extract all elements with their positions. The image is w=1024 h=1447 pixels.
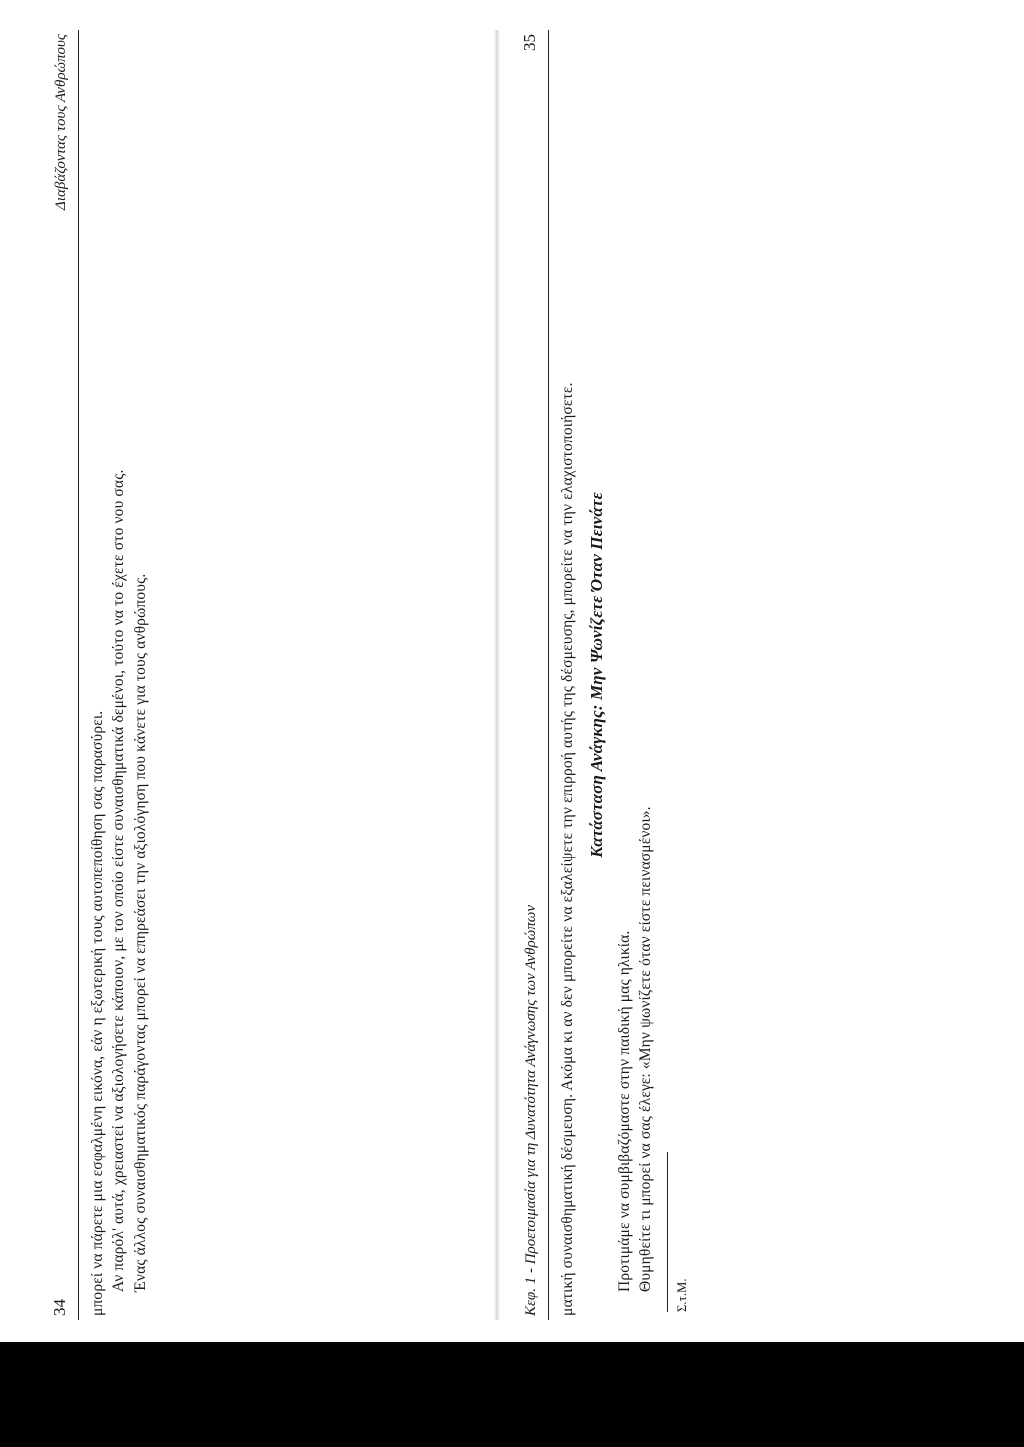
right-page-header xyxy=(520,30,549,1320)
left-page xyxy=(50,30,430,1320)
right-page xyxy=(520,30,900,1320)
footnote-divider xyxy=(667,1152,668,1312)
right-running-head: Κεφ. 1 - Προετοιμασία για τη Δυνατότητα Ανάγνωσης των Ανθρώπων xyxy=(523,905,539,1316)
scanner-border xyxy=(0,1342,1024,1447)
right-page-body xyxy=(549,30,690,1320)
right-page-number: 35 xyxy=(520,34,539,51)
left-page-body xyxy=(79,30,151,1320)
book-gutter xyxy=(494,30,500,1320)
left-paragraph: Αν παρόλ' αυτά, χρειαστεί να αξιολογήσετε κάποιον, με τον οποίο είστε συναισθηματικά δεμένοι, τούτο να το έχετε στο νου σας. xyxy=(110,469,128,1292)
left-paragraph: Ένας άλλος συναισθηματικός παράγοντας μπορεί να επηρεάσει την αξιολόγηση που κάνετε για τους ανθρώπους. xyxy=(131,573,149,1292)
left-paragraph: μπορεί να πάρετε μια εσφαλμένη εικόνα, εάν η εξωτερική τους αυτοπεποίθηση σας παρασύρει. xyxy=(89,710,106,1316)
left-running-head: Διαβάζοντας τους Ανθρώπους xyxy=(53,34,69,210)
left-page-number: 34 xyxy=(50,1299,69,1316)
right-paragraph: Προτιμάμε να συμβιβαζόμαστε στην παιδική μας ηλικία. xyxy=(615,930,633,1292)
left-page-header xyxy=(50,30,79,1320)
section-title: Κατάσταση Ανάγκης: Μην Ψωνίζετε Όταν Πεινάτε xyxy=(587,492,607,858)
right-paragraph: ματική συναισθηματική δέσμευση. Ακόμα κι αν δεν μπορείτε να εξαλείψετε την επιρροή αυτής της δέσμευσης, μπορείτε να την ελαχιστοποιήσετε. xyxy=(559,382,576,1316)
right-paragraph: Θυμηθείτε τι μπορεί να σας έλεγε: «Μην ψωνίζετε όταν είστε πεινασμένοι». xyxy=(637,806,655,1292)
footnote: Σ.τ.Μ. xyxy=(674,1278,689,1312)
